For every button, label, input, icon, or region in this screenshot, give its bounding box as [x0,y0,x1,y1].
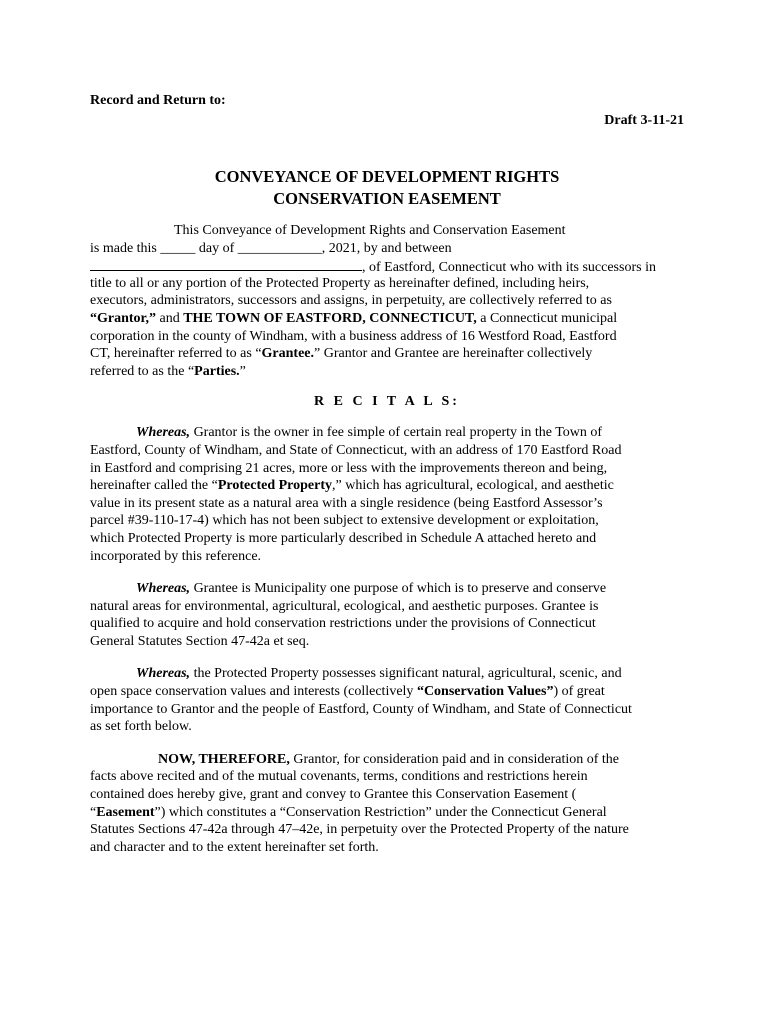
intro-line: executors, administrators, successors and assigns, in perpetuity, are collectively referred to as [90,293,612,309]
title-line-2: CONSERVATION EASEMENT [273,189,501,208]
term-conservation-values: “Conservation Values” [416,684,554,700]
now-therefore-label: NOW, THEREFORE, [158,751,290,767]
operative-line: NOW, THEREFORE, Grantor, for consideration paid and in consideration of the [158,751,619,767]
term-easement: Easement [96,804,155,820]
recital-line: in Eastford and comprising 21 acres, more or less with the improvements thereon and being, [90,460,608,476]
recital-line: General Statutes Section 47-42a et seq. [90,633,310,649]
intro-line: title to all or any portion of the Protected Property as hereinafter defined, including heirs, [90,275,590,291]
recital-line: open space conservation values and interests (collectively “Conservation Values”) of great [90,684,605,700]
recital-line: importance to Grantor and the people of Eastford, County of Windham, and State of Connecticut [90,701,632,717]
intro-paragraph [90,222,684,380]
intro-line: CT, hereinafter referred to as “Grantee.” Grantor and Grantee are hereinafter collectively [90,346,593,362]
recital-line: as set forth below. [90,719,192,735]
recital-line: value in its present state as a natural area with a single residence (being Eastford Assessor’s [90,495,603,511]
document-title [90,166,684,210]
recitals-heading: R E C I T A L S: [314,394,460,410]
operative-line: “Easement”) which constitutes a “Conservation Restriction” under the Connecticut General [90,804,607,820]
intro-line: corporation in the county of Windham, with a business address of 16 Westford Road, Eastford [90,328,617,344]
now-therefore-paragraph [90,751,684,857]
term-protected-property: Protected Property [217,478,333,494]
recital-line: Whereas, Grantee is Municipality one purpose of which is to preserve and conserve [136,581,607,597]
recital-line: parcel #39-110-17-4) which has not been subject to extensive development or exploitation, [90,513,599,529]
recital-paragraph-1 [90,424,684,565]
intro-line: , of Eastford, Connecticut who with its successors in [90,257,684,275]
operative-line: and character and to the extent hereinafter set forth. [90,839,379,855]
intro-line: is made this _____ day of ____________, 2021, by and between [90,240,452,256]
intro-line: referred to as the “Parties.” [90,363,246,379]
grantee-name: THE TOWN OF EASTFORD, CONNECTICUT, [183,310,477,326]
recital-line: qualified to acquire and hold conservation restrictions under the provisions of Connecticut [90,616,596,632]
operative-line: facts above recited and of the mutual covenants, terms, conditions and restrictions herein [90,769,588,785]
intro-line: This Conveyance of Development Rights and Conservation Easement [174,223,566,238]
document-page [90,92,684,856]
recital-line: hereinafter called the “Protected Property,” which has agricultural, ecological, and aesthetic [90,478,614,494]
term-grantee: Grantee. [261,346,315,362]
term-grantor: “Grantor,” [90,310,156,326]
intro-line: “Grantor,” and THE TOWN OF EASTFORD, CONNECTICUT, a Connecticut municipal [90,310,618,326]
whereas-label: Whereas, [136,581,191,597]
recital-line: incorporated by this reference. [90,548,262,564]
operative-line: Statutes Sections 47-42a through 47–42e, in perpetuity over the Protected Property of the nature [90,822,629,838]
term-parties: Parties. [194,363,240,379]
recital-line: Whereas, Grantor is the owner in fee simple of certain real property in the Town of [136,425,603,441]
recital-paragraph-3 [90,665,684,735]
recital-line: Eastford, County of Windham, and State of Connecticut, with an address of 170 Eastford Road [90,442,622,458]
whereas-label: Whereas, [136,666,191,682]
draft-date: Draft 3-11-21 [604,113,684,128]
record-return-label: Record and Return to: [90,93,226,108]
recital-line: natural areas for environmental, agricultural, ecological, and aesthetic purposes. Grantee is [90,598,599,614]
recital-line: which Protected Property is more particularly described in Schedule A attached hereto and [90,530,597,546]
grantor-name-blank [90,257,362,271]
whereas-label: Whereas, [136,425,191,441]
recital-paragraph-2 [90,580,684,650]
title-line-1: CONVEYANCE OF DEVELOPMENT RIGHTS [214,167,560,186]
recital-line: Whereas, the Protected Property possesses significant natural, agricultural, scenic, and [136,666,622,682]
operative-line: contained does hereby give, grant and convey to Grantee this Conservation Easement ( [90,787,577,803]
